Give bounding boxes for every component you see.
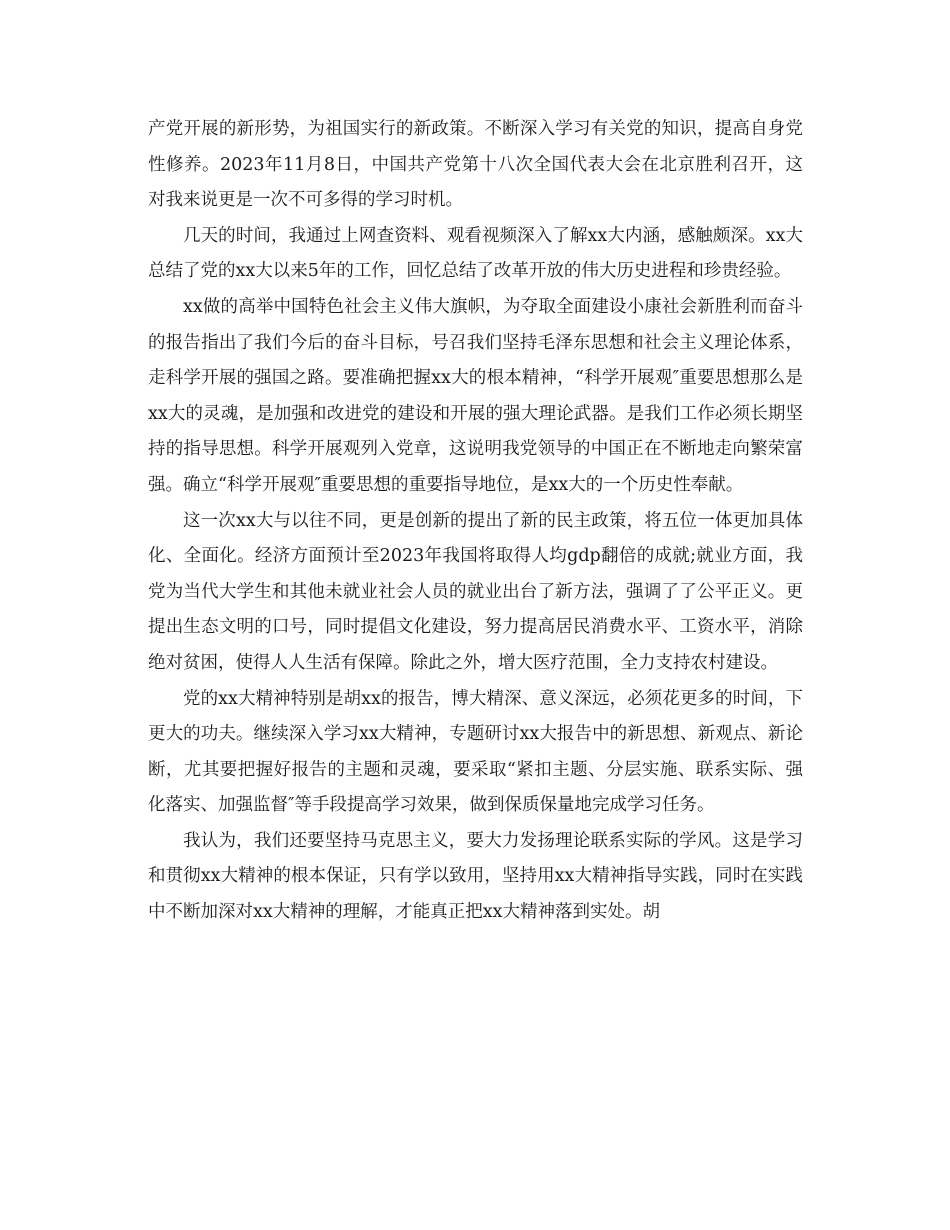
paragraph-6: 我认为，我们还要坚持马克思主义，要大力发扬理论联系实际的学风。这是学习和贯彻xx大精神的根本保证，只有学以致用，坚持用xx大精神指导实践，同时在实践中不断加深对xx大精神的理解，才能真正把xx大精神落到实处。胡 xyxy=(148,830,803,923)
paragraph-3: xx做的高举中国特色社会主义伟大旗帜，为夺取全面建设小康社会新胜利而奋斗的报告指出了我们今后的奋斗目标，号召我们坚持毛泽东思想和社会主义理论体系，走科学开展的强国之路。要准确把握xx大的根本精神，“科学开展观″重要思想那么是xx大的灵魂，是加强和改进党的建设和开展的强大理论武器。是我们工作必须长期坚持的指导思想。科学开展观列入党章，这说明我党领导的中国正在不断地走向繁荣富强。确立“科学开展观″重要思想的重要指导地位，是xx大的一个历史性奉献。 xyxy=(148,296,803,495)
document-body xyxy=(148,112,803,931)
paragraph-2: 几天的时间，我通过上网查资料、观看视频深入了解xx大内涵，感触颇深。xx大总结了党的xx大以来5年的工作，回忆总结了改革开放的伟大历史进程和珍贵经验。 xyxy=(148,225,803,282)
paragraph-5: 党的xx大精神特别是胡xx的报告，博大精深、意义深远，必须花更多的时间，下更大的功夫。继续深入学习xx大精神，专题研讨xx大报告中的新思想、新观点、新论断，尤其要把握好报告的主题和灵魂，要采取“紧扣主题、分层实施、联系实际、强化落实、加强监督″等手段提高学习效果，做到保质保量地完成学习任务。 xyxy=(148,688,803,816)
paragraph-1: 产党开展的新形势，为祖国实行的新政策。不断深入学习有关党的知识，提高自身党性修养。2023年11月8日，中国共产党第十八次全国代表大会在北京胜利召开，这对我来说更是一次不可多得的学习时机。 xyxy=(148,119,803,211)
paragraph-4: 这一次xx大与以往不同，更是创新的提出了新的民主政策，将五位一体更加具体化、全面化。经济方面预计至2023年我国将取得人均gdp翻倍的成就;就业方面，我党为当代大学生和其他未就业社会人员的就业出台了新方法，强调了了公平正义。更提出生态文明的口号，同时提倡文化建设，努力提高居民消费水平、工资水平，消除绝对贫困，使得人人生活有保障。除此之外，增大医疗范围，全力支持农村建设。 xyxy=(148,510,803,673)
